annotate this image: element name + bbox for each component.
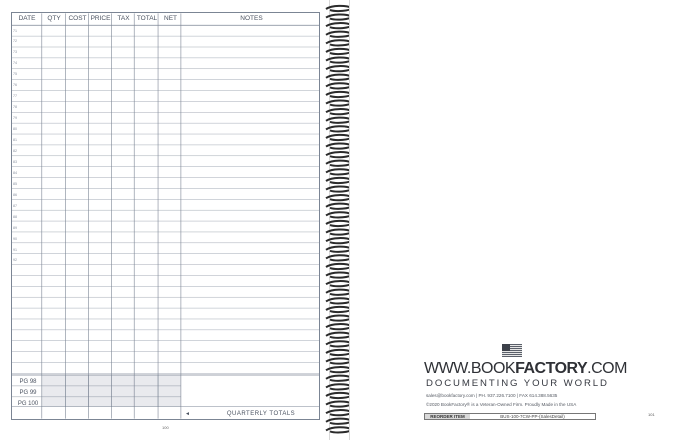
row-number: 81	[13, 138, 17, 142]
row-number: 86	[13, 192, 17, 197]
row-number: 74	[13, 61, 17, 66]
row-number: 83	[13, 159, 17, 164]
col-header-total: TOTAL	[136, 15, 158, 22]
copyright-notice: ©2020 BookFactory® is a Veteran-Owned Firm. Proudly Made in the USA	[426, 402, 577, 407]
sales-ledger-table	[11, 12, 320, 420]
row-number: 84	[13, 170, 17, 175]
reorder-box	[424, 413, 596, 420]
brand-url	[424, 360, 627, 378]
ledger-grid	[12, 13, 319, 419]
pg-label-99: PG 99	[19, 390, 37, 396]
page-number: 100	[162, 425, 169, 430]
brand-url-suffix: .COM	[587, 360, 627, 377]
row-number: 76	[13, 83, 17, 88]
row-number: 73	[13, 50, 17, 55]
row-number: 80	[13, 127, 17, 132]
row-number: 88	[13, 214, 17, 219]
row-number: 71	[13, 28, 17, 33]
row-number: 85	[13, 181, 17, 186]
row-number: 87	[13, 203, 17, 208]
col-header-net: NET	[164, 15, 177, 22]
row-number: 89	[13, 225, 17, 230]
row-number: 92	[13, 258, 17, 263]
left-arrow-icon: ◄	[185, 411, 190, 417]
col-header-qty: QTY	[47, 15, 61, 22]
row-number: 82	[13, 148, 17, 153]
quarterly-totals-row	[182, 409, 320, 420]
row-number: 72	[13, 39, 17, 44]
reorder-label: REORDER ITEM	[425, 414, 470, 419]
reorder-value: BUS-100-7CW-PP-(SalesDetail)	[500, 414, 565, 419]
pg-label-100: PG 100	[17, 401, 39, 407]
row-number: 79	[13, 116, 17, 121]
brand-url-bold: FACTORY	[515, 360, 588, 377]
left-page	[0, 0, 330, 440]
col-header-price: PRICE	[90, 15, 111, 22]
row-number: 90	[13, 236, 17, 241]
page-code: 101	[648, 412, 655, 417]
row-number: 78	[13, 105, 17, 110]
brand-tagline: DOCUMENTING YOUR WORLD	[426, 378, 609, 389]
contact-info: sales@bookfactory.com | PH. 937.226.7100 | FAX 614.388.5635	[426, 393, 558, 398]
row-number: 75	[13, 72, 17, 77]
pg-label-98: PG 98	[19, 379, 37, 385]
col-header-date: DATE	[18, 15, 36, 22]
quarterly-totals-label: QUARTERLY TOTALS	[226, 411, 296, 417]
brand-url-prefix: WWW.BOOK	[424, 360, 516, 377]
row-number: 91	[13, 247, 17, 252]
col-header-tax: TAX	[117, 15, 130, 22]
col-header-cost: COST	[68, 15, 87, 22]
col-header-notes: NOTES	[240, 15, 263, 22]
row-number: 77	[13, 94, 17, 99]
us-flag-icon	[502, 344, 522, 357]
